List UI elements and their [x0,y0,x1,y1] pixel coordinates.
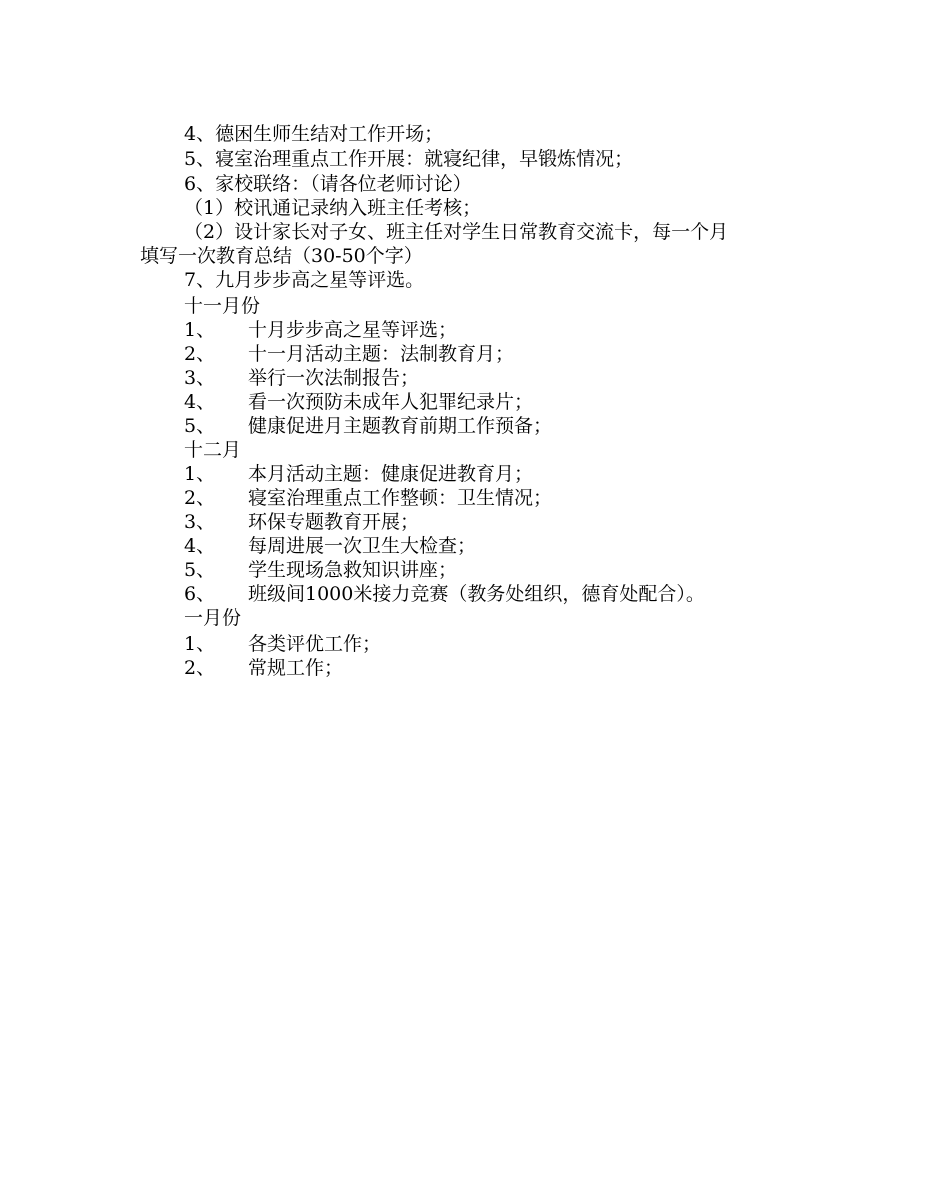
paragraph-item-7: 7、九月步步高之星等评选。 [184,269,425,291]
list-item-number: 5、 [184,415,216,437]
list-item [184,558,457,582]
list-item-text: 班级间1000米接力竞赛（教务处组织，德育处配合）。 [248,583,705,605]
section-heading-january: 一月份 [184,607,242,629]
list-item-number: 1、 [184,633,216,655]
list-item [184,390,533,414]
list-item [184,414,552,438]
section-heading-december: 十二月 [184,439,242,461]
list-item [184,462,533,486]
list-item [184,486,552,510]
paragraph-item-4: 4、德困生师生结对工作开场； [184,123,444,145]
list-item-number: 4、 [184,535,216,557]
list-item-text: 寝室治理重点工作整顿：卫生情况； [248,487,553,509]
list-item-text: 健康促进月主题教育前期工作预备； [248,415,553,437]
list-item-number: 5、 [184,559,216,581]
list-item-text: 各类评优工作； [248,633,382,655]
section-heading-november: 十一月份 [184,295,261,317]
list-item [184,534,476,558]
list-item [184,582,705,606]
list-item-text: 学生现场急救知识讲座； [248,559,458,581]
list-item-text: 本月活动主题：健康促进教育月； [248,463,534,485]
list-item-number: 1、 [184,463,216,485]
list-item-number: 2、 [184,487,216,509]
list-item-text: 看一次预防未成年人犯罪纪录片； [248,391,534,413]
list-item-text: 十一月活动主题：法制教育月； [248,343,515,365]
paragraph-item-5: 5、寝室治理重点工作开展：就寝纪律，早锻炼情况； [184,148,634,170]
list-item-number: 3、 [184,511,216,533]
list-item-text: 举行一次法制报告； [248,367,420,389]
list-item-text: 环保专题教育开展； [248,511,420,533]
list-item-number: 4、 [184,391,216,413]
list-item-number: 1、 [184,319,216,341]
list-item-text: 十月步步高之星等评选； [248,319,458,341]
list-item [184,366,419,390]
list-item-number: 2、 [184,657,216,679]
list-item-number: 6、 [184,583,216,605]
list-item [184,342,514,366]
paragraph-item-6: 6、家校联络：（请各位老师讨论） [184,173,472,195]
sub-item-1: （1）校讯通记录纳入班主任考核； [184,197,482,219]
list-item [184,510,419,534]
list-item [184,318,457,342]
list-item-text: 每周进展一次卫生大检查； [248,535,477,557]
list-item-number: 3、 [184,367,216,389]
list-item [184,656,343,680]
sub-item-2: （2）设计家长对子女、班主任对学生日常教育交流卡，每一个月 [184,221,729,243]
list-item [184,632,381,656]
list-item-text: 常规工作； [248,657,344,679]
sub-item-2-continuation: 填写一次教育总结（30-50个字） [140,245,423,267]
list-item-number: 2、 [184,343,216,365]
